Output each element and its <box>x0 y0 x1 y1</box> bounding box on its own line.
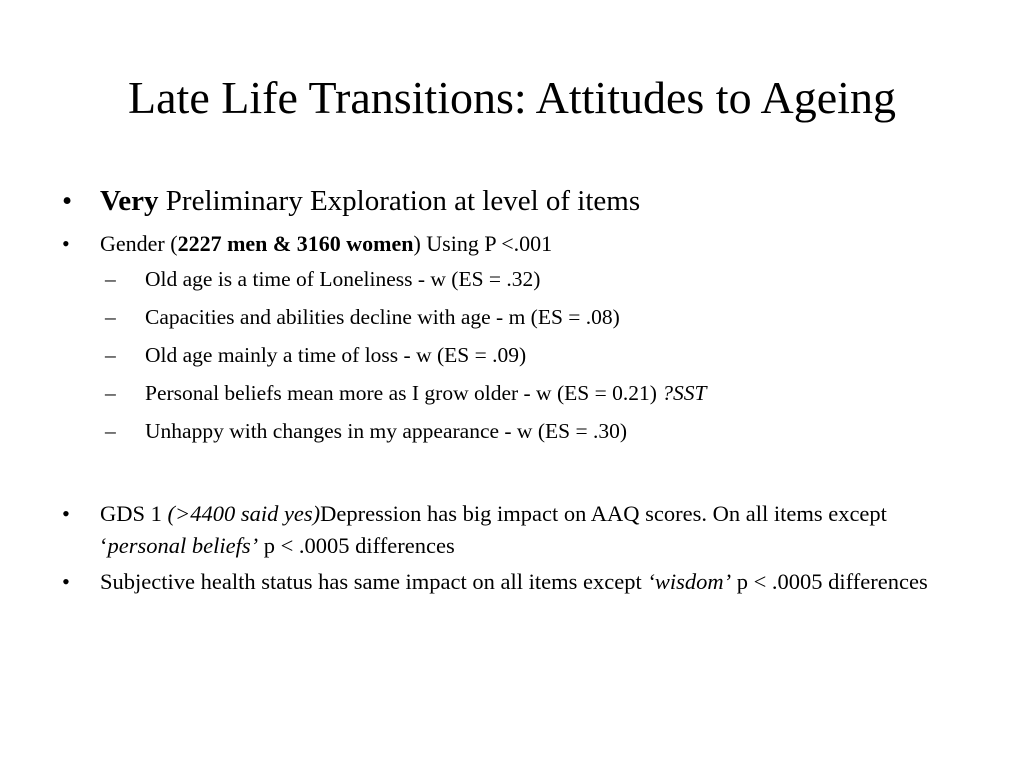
bullet-text-suffix: p < .0005 differences <box>258 533 455 558</box>
dash-mark: – <box>105 419 116 443</box>
sub-item-text: Capacities and abilities decline with age - m (ES = .08) <box>145 305 620 329</box>
dash-mark: – <box>105 381 116 405</box>
sub-item-loss <box>105 339 945 371</box>
bullet-text: Preliminary Exploration at level of items <box>158 185 641 217</box>
bullet-text-prefix: Subjective health status has same impact on all items except <box>100 569 648 594</box>
bullet-bold-text: Very <box>100 185 159 217</box>
bullet-text-mid: Depression has big impact on AAQ scores. On all items except ‘ <box>100 501 887 558</box>
bullet-text-prefix: Gender ( <box>100 231 178 256</box>
slide-title: Late Life Transitions: Attitudes to Ageing <box>128 72 896 123</box>
dash-mark: – <box>105 305 116 329</box>
bullet-mark: • <box>62 569 70 594</box>
bullet-health-status <box>62 566 960 598</box>
bullet-italic-beliefs: personal beliefs’ <box>107 533 259 558</box>
dash-mark: – <box>105 267 116 291</box>
bullet-italic-count: (>4400 said yes) <box>167 501 321 526</box>
bullet-preliminary <box>62 185 960 217</box>
sub-item-italic-note: ?SST <box>662 381 707 405</box>
bullet-gender <box>62 228 960 260</box>
sub-item-personal-beliefs <box>105 377 945 409</box>
sub-item-loneliness <box>105 263 945 295</box>
bullet-mark: • <box>62 185 73 217</box>
sub-item-text: Personal beliefs mean more as I grow older - w (ES = 0.21) <box>145 381 663 405</box>
sub-item-text: Old age is a time of Loneliness - w (ES = .32) <box>145 267 541 291</box>
bullet-gds <box>62 498 960 562</box>
sub-item-text: Old age mainly a time of loss - w (ES = .09) <box>145 343 527 367</box>
sub-item-appearance <box>105 415 945 447</box>
bullet-text-suffix: p < .0005 differences <box>731 569 928 594</box>
bullet-text-suffix: ) Using P <.001 <box>413 231 553 256</box>
sub-item-capacities <box>105 301 945 333</box>
dash-mark: – <box>105 343 116 367</box>
bullet-mark: • <box>62 501 70 526</box>
bullet-italic-wisdom: ‘wisdom’ <box>647 569 732 594</box>
bullet-mark: • <box>62 231 70 256</box>
bullet-bold-text: 2227 men & 3160 women <box>177 231 414 256</box>
sub-item-text: Unhappy with changes in my appearance - w (ES = .30) <box>145 419 627 443</box>
bullet-text-prefix: GDS 1 <box>100 501 168 526</box>
